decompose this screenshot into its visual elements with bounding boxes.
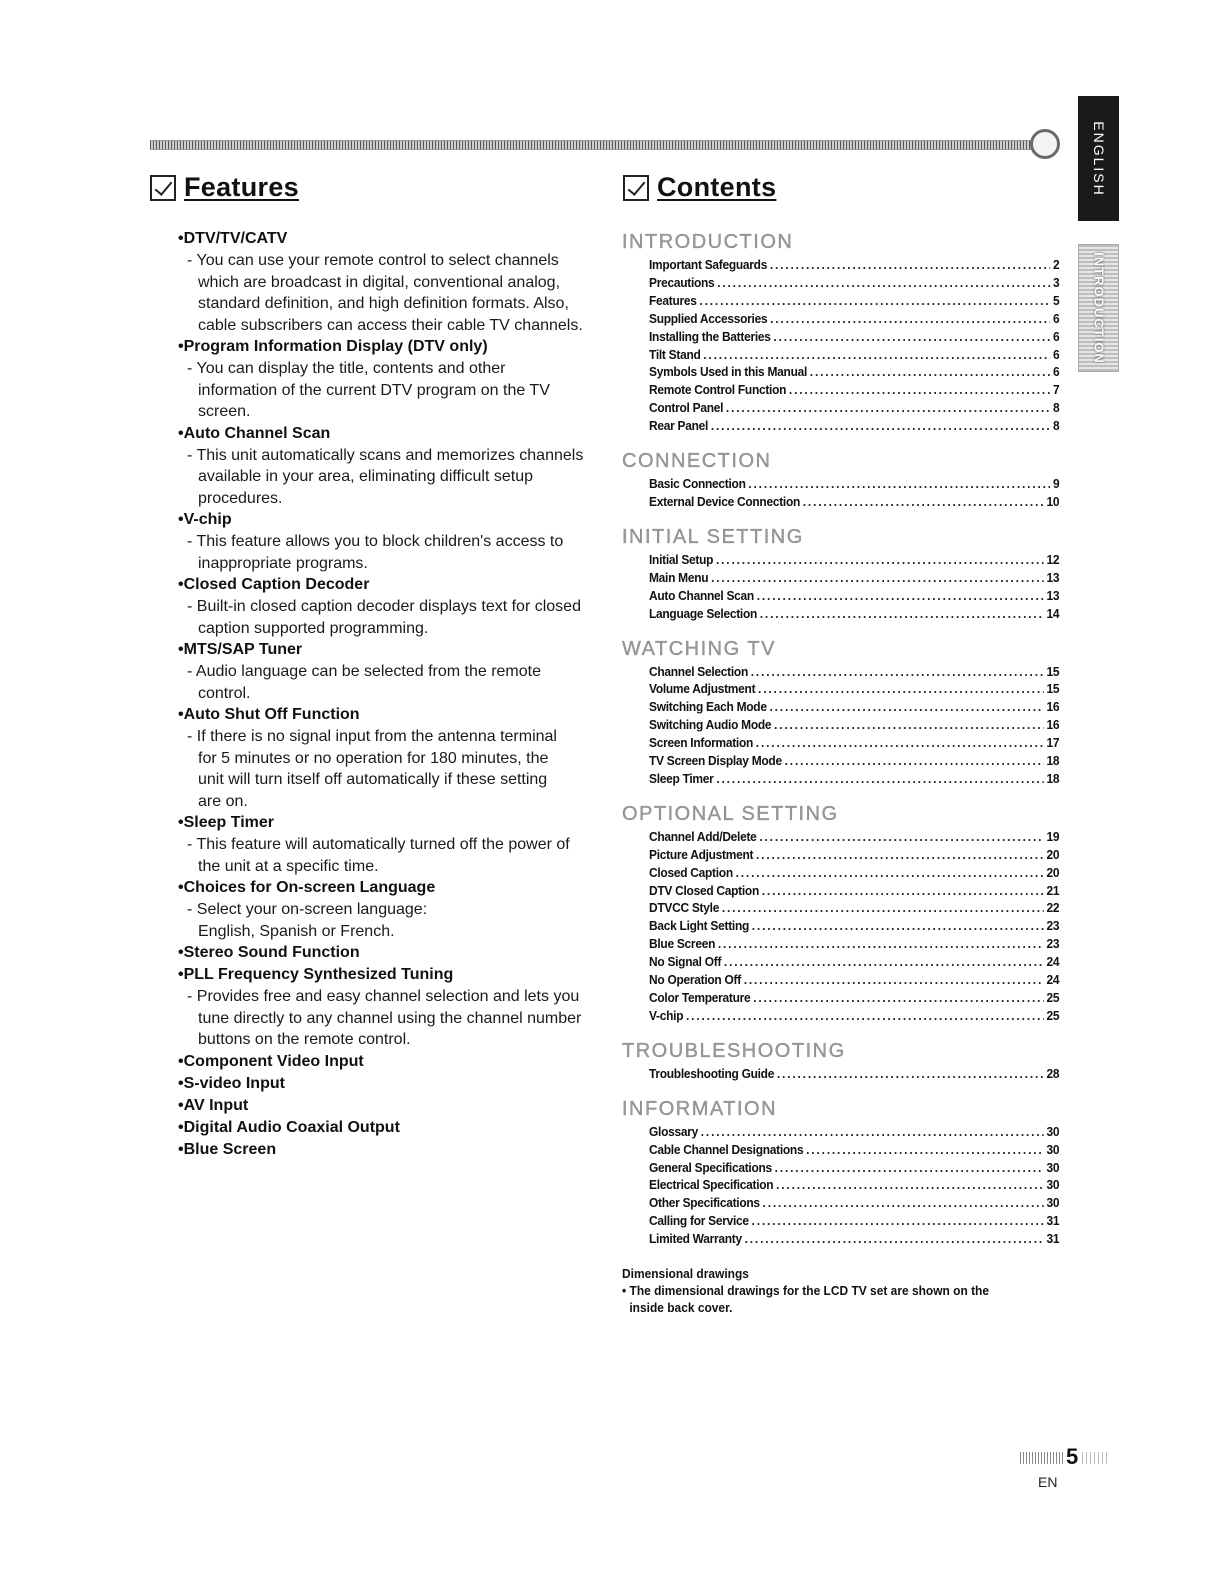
toc-entry-page: 13 bbox=[1046, 587, 1060, 603]
toc-leader-dots bbox=[758, 680, 1044, 698]
toc-entry-page: 23 bbox=[1046, 936, 1060, 952]
toc-entry-page: 31 bbox=[1046, 1231, 1060, 1247]
contents-title: Contents bbox=[657, 172, 777, 202]
toc-entry bbox=[649, 310, 1059, 328]
toc-entry-label: Picture Adjustment bbox=[649, 846, 754, 862]
toc-entry bbox=[649, 989, 1059, 1007]
feature-title: • Sleep Timer bbox=[178, 812, 608, 834]
toc-entry bbox=[649, 475, 1059, 493]
toc-entry-page: 6 bbox=[1052, 346, 1060, 362]
toc-entry bbox=[649, 899, 1059, 917]
toc-entry-label: V-chip bbox=[649, 1007, 684, 1023]
toc-entry-page: 18 bbox=[1046, 770, 1060, 786]
toc-leader-dots bbox=[716, 551, 1044, 569]
side-tab-section-label: INTRODUCTION bbox=[1091, 252, 1106, 364]
toc-entries bbox=[622, 256, 1062, 435]
toc-entry bbox=[649, 971, 1059, 989]
toc-leader-dots bbox=[744, 971, 1044, 989]
toc-leader-dots bbox=[745, 1230, 1044, 1248]
toc-entries bbox=[622, 475, 1062, 511]
toc-entry-page: 17 bbox=[1046, 735, 1060, 751]
toc-section-title: INFORMATION bbox=[622, 1097, 778, 1120]
toc-entry-label: DTV Closed Caption bbox=[649, 882, 759, 898]
toc-entry-label: Language Selection bbox=[649, 605, 758, 621]
toc-entry-page: 7 bbox=[1052, 382, 1060, 398]
toc-entry-label: Switching Each Mode bbox=[649, 699, 767, 715]
toc-entry-page: 30 bbox=[1046, 1195, 1060, 1211]
toc-entry bbox=[649, 882, 1059, 900]
toc-leader-dots bbox=[770, 310, 1050, 328]
toc-entry-label: Remote Control Function bbox=[649, 382, 787, 398]
toc-entry-label: Volume Adjustment bbox=[649, 681, 756, 697]
feature-description: - You can use your remote control to select channels which are broadcast in digital, conventional analog, standard definition, and high definition formats. Also, cable subscribers can access their cable TV channels. bbox=[187, 252, 583, 334]
toc-entry-page: 14 bbox=[1046, 605, 1060, 621]
toc-section bbox=[622, 1037, 1062, 1083]
dimensional-drawings-title: Dimensional drawings bbox=[622, 1266, 749, 1281]
toc-entry-page: 25 bbox=[1046, 990, 1060, 1005]
toc-entry bbox=[649, 605, 1059, 623]
toc-section bbox=[622, 523, 1062, 623]
toc-entry-label: Back Light Setting bbox=[649, 918, 750, 934]
toc-entry bbox=[649, 752, 1059, 770]
toc-entry-page: 20 bbox=[1046, 864, 1060, 880]
toc-entry-label: Troubleshooting Guide bbox=[649, 1065, 775, 1081]
toc-leader-dots bbox=[717, 274, 1050, 292]
toc-entry-label: Initial Setup bbox=[649, 551, 714, 567]
feature-description: - Provides free and easy channel selection and lets you tune directly to any channel using the channel number buttons on the remote control. bbox=[187, 988, 582, 1048]
toc-leader-dots bbox=[769, 698, 1043, 716]
toc-section-title: OPTIONAL SETTING bbox=[622, 802, 839, 825]
toc-entry bbox=[649, 363, 1059, 381]
toc-leader-dots bbox=[773, 328, 1050, 346]
toc-entry-label: Tilt Stand bbox=[649, 346, 701, 362]
toc-section-title: INTRODUCTION bbox=[622, 231, 794, 253]
toc-leader-dots bbox=[716, 770, 1043, 788]
toc-section bbox=[622, 447, 1062, 511]
feature-item bbox=[178, 964, 608, 1051]
toc-entries bbox=[622, 663, 1062, 788]
toc-entry bbox=[649, 1230, 1059, 1248]
toc-leader-dots bbox=[722, 899, 1044, 917]
table-of-contents bbox=[622, 228, 1062, 1260]
toc-entry-page: 6 bbox=[1052, 328, 1060, 344]
toc-entry bbox=[649, 417, 1059, 435]
side-tab-section bbox=[1078, 244, 1119, 372]
toc-leader-dots bbox=[759, 828, 1043, 846]
toc-leader-dots bbox=[711, 569, 1044, 587]
toc-entry-label: Basic Connection bbox=[649, 476, 746, 492]
feature-item bbox=[178, 942, 608, 964]
toc-entry-page: 13 bbox=[1046, 569, 1060, 585]
toc-leader-dots bbox=[810, 363, 1050, 381]
toc-leader-dots bbox=[726, 399, 1050, 417]
toc-leader-dots bbox=[753, 989, 1044, 1007]
toc-entry-page: 9 bbox=[1052, 476, 1060, 492]
toc-entry-page: 20 bbox=[1046, 846, 1060, 862]
feature-item bbox=[178, 704, 608, 812]
toc-leader-dots bbox=[748, 475, 1050, 493]
feature-item bbox=[178, 228, 608, 336]
toc-entry-page: 23 bbox=[1046, 918, 1060, 934]
toc-entry-label: Glossary bbox=[649, 1123, 698, 1139]
toc-leader-dots bbox=[736, 864, 1044, 882]
toc-leader-dots bbox=[751, 663, 1044, 681]
toc-entry-label: Closed Caption bbox=[649, 864, 733, 880]
feature-item bbox=[178, 877, 608, 942]
toc-leader-dots bbox=[752, 1212, 1044, 1230]
feature-item bbox=[178, 574, 608, 639]
toc-entries bbox=[622, 828, 1062, 1025]
toc-entry-page: 3 bbox=[1052, 274, 1060, 290]
toc-entry bbox=[649, 493, 1059, 511]
feature-title: • Blue Screen bbox=[178, 1139, 608, 1161]
feature-title: • Closed Caption Decoder bbox=[178, 574, 608, 596]
toc-section bbox=[622, 800, 1062, 1025]
feature-title: • MTS/SAP Tuner bbox=[178, 639, 608, 661]
toc-leader-dots bbox=[806, 1141, 1044, 1159]
contents-heading bbox=[623, 172, 776, 203]
toc-entry-label: Sleep Timer bbox=[649, 770, 714, 786]
checkbox-icon bbox=[623, 175, 649, 201]
toc-entry-label: Symbols Used in this Manual bbox=[649, 364, 808, 380]
toc-entry bbox=[649, 346, 1059, 364]
side-tab-language-label: ENGLISH bbox=[1090, 120, 1107, 197]
feature-item bbox=[178, 1117, 608, 1139]
toc-entry bbox=[649, 663, 1059, 681]
toc-entry bbox=[649, 1141, 1059, 1159]
toc-entry-page: 5 bbox=[1052, 292, 1060, 308]
feature-description: - This feature allows you to block children's access to inappropriate programs. bbox=[187, 533, 564, 572]
toc-entry bbox=[649, 864, 1059, 882]
toc-section bbox=[622, 635, 1062, 788]
feature-title: • DTV/TV/CATV bbox=[178, 228, 608, 250]
feature-item bbox=[178, 336, 608, 423]
toc-section bbox=[622, 1095, 1062, 1248]
feature-description: - Built-in closed caption decoder displays text for closed caption supported programming. bbox=[187, 598, 581, 637]
toc-entry-label: No Signal Off bbox=[649, 954, 722, 970]
feature-item bbox=[178, 639, 608, 704]
toc-leader-dots bbox=[724, 953, 1044, 971]
side-tab-language bbox=[1078, 96, 1119, 221]
toc-leader-dots bbox=[785, 752, 1044, 770]
feature-title: • Auto Channel Scan bbox=[178, 423, 608, 445]
toc-entry bbox=[649, 1212, 1059, 1230]
toc-entry bbox=[649, 587, 1059, 605]
toc-leader-dots bbox=[756, 734, 1044, 752]
toc-entry bbox=[649, 1159, 1059, 1177]
toc-entry-page: 15 bbox=[1046, 681, 1060, 697]
toc-entry-label: External Device Connection bbox=[649, 493, 801, 509]
toc-section bbox=[622, 228, 1062, 435]
toc-entry-page: 24 bbox=[1046, 972, 1060, 988]
feature-item bbox=[178, 1051, 608, 1073]
toc-entry-page: 15 bbox=[1046, 663, 1060, 679]
toc-entry-label: General Specifications bbox=[649, 1159, 772, 1175]
feature-description: - This feature will automatically turned off the power of the unit at a specific time. bbox=[187, 836, 570, 875]
toc-leader-dots bbox=[774, 716, 1044, 734]
toc-leader-dots bbox=[699, 292, 1050, 310]
feature-title: • V-chip bbox=[178, 509, 608, 531]
toc-entry-label: Precautions bbox=[649, 274, 715, 290]
toc-entry-label: TV Screen Display Mode bbox=[649, 753, 782, 769]
toc-entry-label: Limited Warranty bbox=[649, 1231, 742, 1247]
feature-item bbox=[178, 1139, 608, 1161]
feature-description: - If there is no signal input from the antenna terminal for 5 minutes or no operation for 180 minutes, the unit will turn itself off automatically if these setting are on. bbox=[187, 728, 557, 810]
toc-entry-page: 6 bbox=[1052, 364, 1060, 380]
toc-entry-label: Important Safeguards bbox=[649, 257, 768, 272]
toc-entry-page: 21 bbox=[1046, 882, 1060, 898]
feature-description: - You can display the title, contents and other information of the current DTV program on the TV screen. bbox=[187, 360, 550, 420]
toc-entries bbox=[622, 1123, 1062, 1248]
toc-entry-label: Other Specifications bbox=[649, 1195, 760, 1211]
toc-entry-label: Switching Audio Mode bbox=[649, 717, 772, 733]
feature-item bbox=[178, 423, 608, 510]
toc-entry-label: Control Panel bbox=[649, 400, 724, 416]
toc-section-title: INITIAL SETTING bbox=[622, 525, 804, 548]
toc-leader-dots bbox=[711, 417, 1050, 435]
toc-leader-dots bbox=[777, 1065, 1044, 1083]
toc-section-title: WATCHING TV bbox=[622, 637, 776, 660]
page-number-value: 5 bbox=[1066, 1444, 1079, 1469]
toc-entry bbox=[649, 698, 1059, 716]
toc-leader-dots bbox=[686, 1007, 1044, 1025]
toc-leader-dots bbox=[762, 882, 1044, 900]
toc-entry-label: Main Menu bbox=[649, 569, 709, 585]
feature-title: • Auto Shut Off Function bbox=[178, 704, 608, 726]
feature-title: • PLL Frequency Synthesized Tuning bbox=[178, 964, 608, 986]
page-number-ornament-right bbox=[1082, 1452, 1108, 1464]
toc-section-title: TROUBLESHOOTING bbox=[622, 1039, 846, 1062]
toc-entry-label: Electrical Specification bbox=[649, 1177, 774, 1193]
toc-entries bbox=[622, 551, 1062, 623]
features-title: Features bbox=[184, 172, 299, 202]
toc-entry-page: 8 bbox=[1052, 418, 1060, 434]
toc-entry bbox=[649, 328, 1059, 346]
toc-entry bbox=[649, 716, 1059, 734]
toc-entry-page: 30 bbox=[1046, 1177, 1060, 1193]
toc-entry-page: 12 bbox=[1046, 551, 1060, 567]
toc-entry bbox=[649, 569, 1059, 587]
toc-leader-dots bbox=[770, 256, 1050, 274]
feature-title: • Digital Audio Coaxial Output bbox=[178, 1117, 608, 1139]
toc-entry-page: 22 bbox=[1046, 900, 1060, 916]
toc-entry-label: No Operation Off bbox=[649, 972, 741, 988]
page-language-code: EN bbox=[1038, 1474, 1058, 1490]
toc-section-title: CONNECTION bbox=[622, 450, 772, 473]
toc-entry-page: 16 bbox=[1046, 699, 1060, 715]
features-list bbox=[178, 228, 608, 1161]
toc-entry bbox=[649, 551, 1059, 569]
feature-item bbox=[178, 1095, 608, 1117]
toc-entry bbox=[649, 935, 1059, 953]
feature-description: - Select your on-screen language: English, Spanish or French. bbox=[187, 901, 428, 940]
toc-leader-dots bbox=[789, 381, 1050, 399]
toc-entry-page: 30 bbox=[1046, 1159, 1060, 1175]
features-heading bbox=[150, 172, 299, 203]
checkbox-icon bbox=[150, 175, 176, 201]
toc-entry-page: 16 bbox=[1046, 717, 1060, 733]
toc-entry-label: Cable Channel Designations bbox=[649, 1141, 804, 1157]
feature-title: • Stereo Sound Function bbox=[178, 942, 608, 964]
toc-entry bbox=[649, 734, 1059, 752]
toc-entry-page: 30 bbox=[1046, 1123, 1060, 1139]
toc-entry-label: Auto Channel Scan bbox=[649, 587, 754, 603]
toc-entry bbox=[649, 399, 1059, 417]
toc-entry-label: DTVCC Style bbox=[649, 900, 720, 916]
toc-entry-page: 8 bbox=[1052, 400, 1060, 416]
toc-leader-dots bbox=[760, 605, 1044, 623]
toc-leader-dots bbox=[775, 1159, 1044, 1177]
page-number-ornament bbox=[1020, 1452, 1064, 1464]
toc-entry-page: 25 bbox=[1046, 1007, 1060, 1023]
toc-entry bbox=[649, 846, 1059, 864]
toc-entry-page: 31 bbox=[1046, 1213, 1060, 1229]
toc-entry bbox=[649, 381, 1059, 399]
top-decorative-rule bbox=[150, 140, 1045, 150]
feature-item bbox=[178, 509, 608, 574]
toc-entry-label: Channel Selection bbox=[649, 663, 748, 679]
toc-entry-page: 24 bbox=[1046, 954, 1060, 970]
toc-leader-dots bbox=[776, 1176, 1044, 1194]
toc-entry-page: 2 bbox=[1052, 257, 1060, 272]
toc-leader-dots bbox=[757, 587, 1044, 605]
toc-entry-page: 6 bbox=[1052, 310, 1060, 326]
dimensional-drawings-text: • The dimensional drawings for the LCD TV set are shown on the inside back cover. bbox=[622, 1283, 990, 1315]
toc-entry-page: 10 bbox=[1046, 493, 1060, 509]
toc-entry-label: Calling for Service bbox=[649, 1213, 749, 1229]
toc-entry bbox=[649, 828, 1059, 846]
toc-entry bbox=[649, 1007, 1059, 1025]
feature-item bbox=[178, 812, 608, 877]
toc-leader-dots bbox=[756, 846, 1044, 864]
feature-title: • Choices for On-screen Language bbox=[178, 877, 608, 899]
feature-title: • AV Input bbox=[178, 1095, 608, 1117]
toc-entry bbox=[649, 1194, 1059, 1212]
toc-entry-label: Color Temperature bbox=[649, 990, 751, 1005]
toc-entries bbox=[622, 1065, 1062, 1083]
toc-leader-dots bbox=[763, 1194, 1044, 1212]
feature-title: • Component Video Input bbox=[178, 1051, 608, 1073]
toc-entry bbox=[649, 274, 1059, 292]
toc-entry-label: Blue Screen bbox=[649, 936, 716, 952]
toc-entry bbox=[649, 292, 1059, 310]
toc-entry bbox=[649, 680, 1059, 698]
toc-entry bbox=[649, 953, 1059, 971]
toc-leader-dots bbox=[718, 935, 1044, 953]
toc-entry-label: Supplied Accessories bbox=[649, 310, 768, 326]
toc-entry-page: 28 bbox=[1046, 1065, 1060, 1081]
toc-entry-label: Features bbox=[649, 292, 697, 308]
toc-leader-dots bbox=[703, 346, 1050, 364]
feature-title: • Program Information Display (DTV only) bbox=[178, 336, 608, 358]
toc-entry-page: 19 bbox=[1046, 828, 1060, 844]
feature-description: - This unit automatically scans and memorizes channels available in your area, eliminating difficult setup procedures. bbox=[187, 446, 584, 507]
toc-entry bbox=[649, 1065, 1059, 1083]
toc-entry-label: Rear Panel bbox=[649, 418, 709, 434]
dimensional-drawings-note bbox=[622, 1265, 1027, 1316]
toc-leader-dots bbox=[803, 493, 1044, 511]
toc-leader-dots bbox=[752, 917, 1044, 935]
feature-title: • S-video Input bbox=[178, 1073, 608, 1095]
toc-leader-dots bbox=[701, 1123, 1044, 1141]
toc-entry bbox=[649, 917, 1059, 935]
toc-entry-label: Installing the Batteries bbox=[649, 328, 771, 344]
toc-entry-label: Channel Add/Delete bbox=[649, 828, 757, 844]
toc-entry-page: 30 bbox=[1046, 1141, 1060, 1157]
page-number bbox=[1020, 1444, 1108, 1469]
feature-description: - Audio language can be selected from the remote control. bbox=[187, 663, 541, 702]
toc-entry bbox=[649, 256, 1059, 274]
toc-entry-page: 18 bbox=[1046, 753, 1060, 769]
toc-entry bbox=[649, 770, 1059, 788]
feature-item bbox=[178, 1073, 608, 1095]
circle-ornament-icon bbox=[1030, 129, 1060, 159]
toc-entry bbox=[649, 1176, 1059, 1194]
toc-entry-label: Screen Information bbox=[649, 735, 754, 751]
toc-entry bbox=[649, 1123, 1059, 1141]
